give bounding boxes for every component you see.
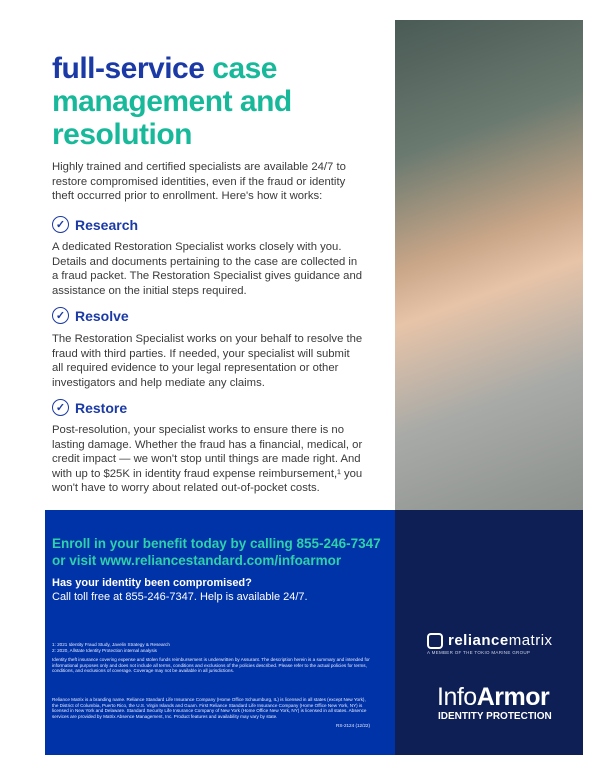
page-title: full-service case management and resolution (52, 52, 292, 151)
support-agent-photo (395, 20, 583, 510)
check-circle-icon: ✓ (52, 399, 69, 416)
section-body-research: A dedicated Restoration Specialist works closely with you. Details and documents pertaining to the case are collected in a fraud packet. The Restoration Specialist gives guidance and assistance on the initial steps required. (52, 241, 363, 297)
infoarmor-tagline: IDENTITY PROTECTION (438, 711, 552, 722)
section-heading-research: ✓ Research (52, 216, 138, 233)
section-heading-resolve: ✓ Resolve (52, 307, 129, 324)
reliance-matrix-logo: reliancematrix (427, 632, 553, 649)
doc-code: RS-2124 (12/22) (336, 723, 370, 728)
section-body-restore: Post-resolution, your specialist works to ensure there is no lasting damage. Whether the fraud has a financial, medical, or credit impact — we won't stop until things are made right. And with up to $25K in identity fraud expense reimbursement,¹ you won't have to worry about related out-of-pocket costs. (52, 424, 363, 495)
call-text: Call toll free at 855-246-7347. Help is available 24/7. (52, 591, 308, 603)
legal-text: Reliance Matrix is a branding name. Reliance Standard Life Insurance Company (Home Office Schaumburg, IL) is licensed in all states (except New York), the District of Columbia, Puerto Rico, the U.S. Virgin Islands and Guam. First Reliance Standard Life Insurance Company (Home Office New York, NY) is licensed in New York and Delaware. Standard Security Life Insurance Company of New York (Home Office New York, NY) is licensed in all states. Absence services are provided by Matrix Absence Management, Inc. Product features and availability may vary by state. (52, 697, 367, 719)
website-link[interactable]: or visit www.reliancestandard.com/infoarmor (52, 553, 342, 568)
check-circle-icon: ✓ (52, 307, 69, 324)
footnotes: 1: 2021 Identity Fraud Study, Javelin Strategy & Research 2: 2020, Allstate Identity Protection internal analysis (52, 642, 170, 653)
disclaimer: Identity theft insurance covering expense and stolen funds reimbursement is underwritten by Assurant. The description herein is a summary and intended for informational purposes only and does not include all terms, conditions and exclusions of the policies described. Please refer to the actual policies for terms, conditions, and exclusions of coverage. Coverage may not be available in all jurisdictions. (52, 657, 370, 674)
infoarmor-logo: InfoArmor (437, 683, 550, 711)
section-body-resolve: The Restoration Specialist works on your behalf to resolve the fraud with third parties. If needed, your specialist will submit all required evidence to your legal representation or other investigators and help mediate any claims. (52, 333, 363, 389)
check-circle-icon: ✓ (52, 216, 69, 233)
compromised-question: Has your identity been compromised? (52, 577, 252, 589)
reliance-matrix-logo-icon (427, 633, 443, 649)
intro-text: Highly trained and certified specialists are available 24/7 to restore compromised identities, even if the fraud or identity theft occurred prior to enrollment. Here's how it works: (52, 161, 346, 203)
reliance-matrix-tagline: A MEMBER OF THE TOKIO MARINE GROUP (427, 650, 531, 655)
section-heading-restore: ✓ Restore (52, 399, 127, 416)
enroll-cta: Enroll in your benefit today by calling 855-246-7347 or visit www.reliancestandard.com/infoarmor (52, 536, 381, 568)
